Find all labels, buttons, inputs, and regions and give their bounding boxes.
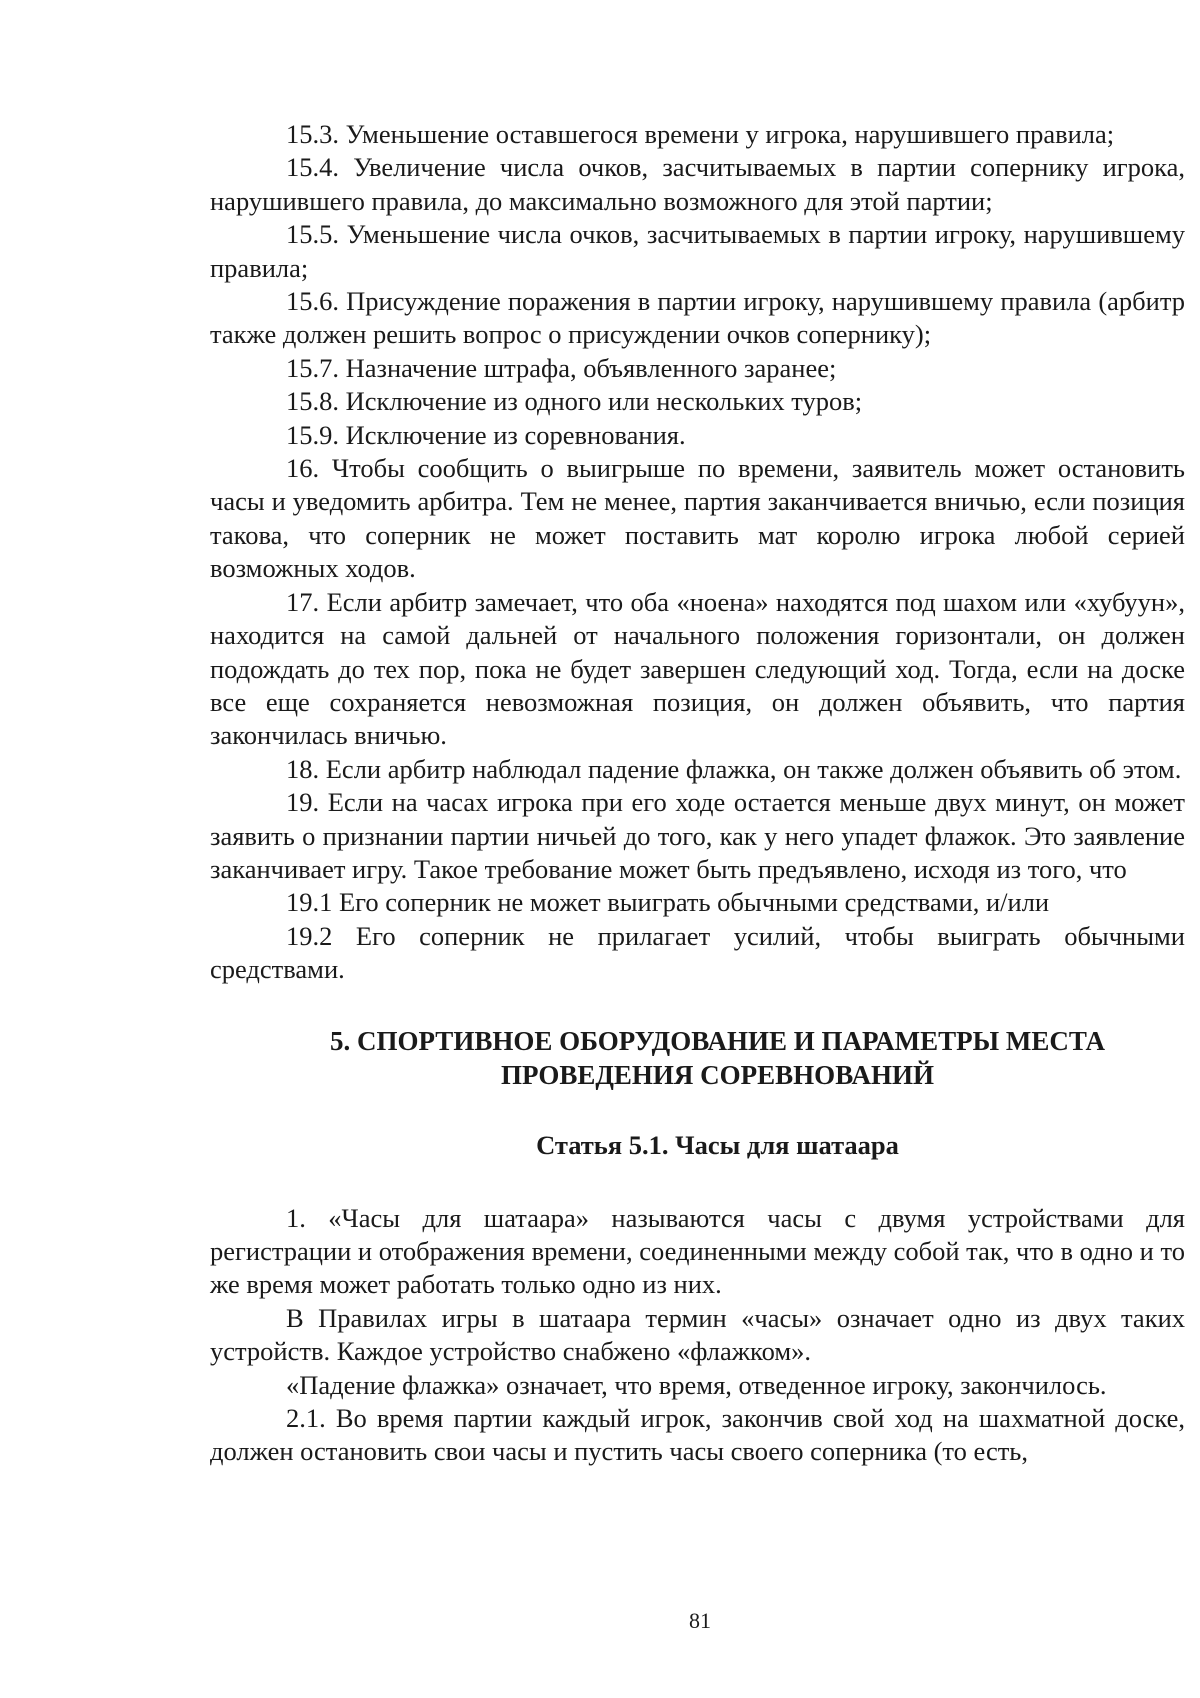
paragraph-16: 16. Чтобы сообщить о выигрыше по времени, заявитель может остановить часы и уведомить арбитра. Тем не менее, партия заканчивается вничью, если позиция такова, что соперник не может поставить мат королю игрока любой серией возможных ходов.: [210, 453, 1185, 584]
paragraph-15-9: 15.9. Исключение из соревнования.: [286, 419, 686, 450]
page-number: 81: [689, 1608, 711, 1633]
paragraph-15-5: 15.5. Уменьшение числа очков, засчитываемых в партии игроку, нарушившему правила;: [210, 219, 1185, 283]
paragraph-2-1: 2.1. Во время партии каждый игрок, закончив свой ход на шахматной доске, должен остановить свои часы и пустить часы своего соперника (то есть,: [210, 1403, 1185, 1467]
paragraph-18: 18. Если арбитр наблюдал падение флажка, он также должен объявить об этом.: [286, 753, 1182, 784]
paragraph-19-1: 19.1 Его соперник не может выиграть обычными средствами, и/или: [286, 887, 1050, 918]
paragraph-clock-definition: 1. «Часы для шатаара» называются часы с двумя устройствами для регистрации и отображения времени, соединенными между собой так, что в одно и то же время может работать только одно из них.: [210, 1202, 1185, 1300]
paragraph-15-8: 15.8. Исключение из одного или нескольких туров;: [286, 386, 863, 417]
section-title-line-1: 5. СПОРТИВНОЕ ОБОРУДОВАНИЕ И ПАРАМЕТРЫ МЕСТА: [329, 1025, 1106, 1056]
paragraph-flag-fall: «Падение флажка» означает, что время, отведенное игроку, закончилось.: [286, 1369, 1107, 1400]
section-title: [210, 1024, 1185, 1092]
paragraph-19: 19. Если на часах игрока при его ходе остается меньше двух минут, он может заявить о признании партии ничьей до того, как у него упадет флажок. Это заявление заканчивает игру. Такое требование может быть предъявлено, исходя из того, что: [210, 787, 1185, 884]
paragraph-19-2: 19.2 Его соперник не прилагает усилий, чтобы выиграть обычными средствами.: [210, 920, 1185, 985]
paragraph-clock-term: В Правилах игры в шатаара термин «часы» означает одно из двух таких устройств. Каждое устройство снабжено «флажком».: [210, 1302, 1185, 1367]
paragraph-17: 17. Если арбитр замечает, что оба «ноена» находятся под шахом или «хубуун», находится на самой дальней от начального положения горизонтали, он должен подождать до тех пор, пока не будет завершен следующий ход. Тогда, если на доске все еще сохраняется невозможная позиция, он должен объявить, что партия закончилась вничью.: [210, 586, 1185, 751]
paragraph-15-3: 15.3. Уменьшение оставшегося времени у игрока, нарушившего правила;: [286, 119, 1115, 149]
article-title: Статья 5.1. Часы для шатаара: [536, 1129, 899, 1160]
paragraph-15-6: 15.6. Присуждение поражения в партии игроку, нарушившему правила (арбитр также должен решить вопрос о присуждении очков сопернику);: [210, 286, 1185, 350]
paragraph-15-7: 15.7. Назначение штрафа, объявленного заранее;: [286, 352, 837, 383]
article-body: [210, 1202, 1185, 1469]
paragraph-15-4: 15.4. Увеличение числа очков, засчитываемых в партии сопернику игрока, нарушившего правила, до максимально возможного для этой партии;: [210, 152, 1185, 216]
section-title-line-2: ПРОВЕДЕНИЯ СОРЕВНОВАНИЙ: [500, 1059, 934, 1090]
document-page: [210, 118, 1185, 1469]
